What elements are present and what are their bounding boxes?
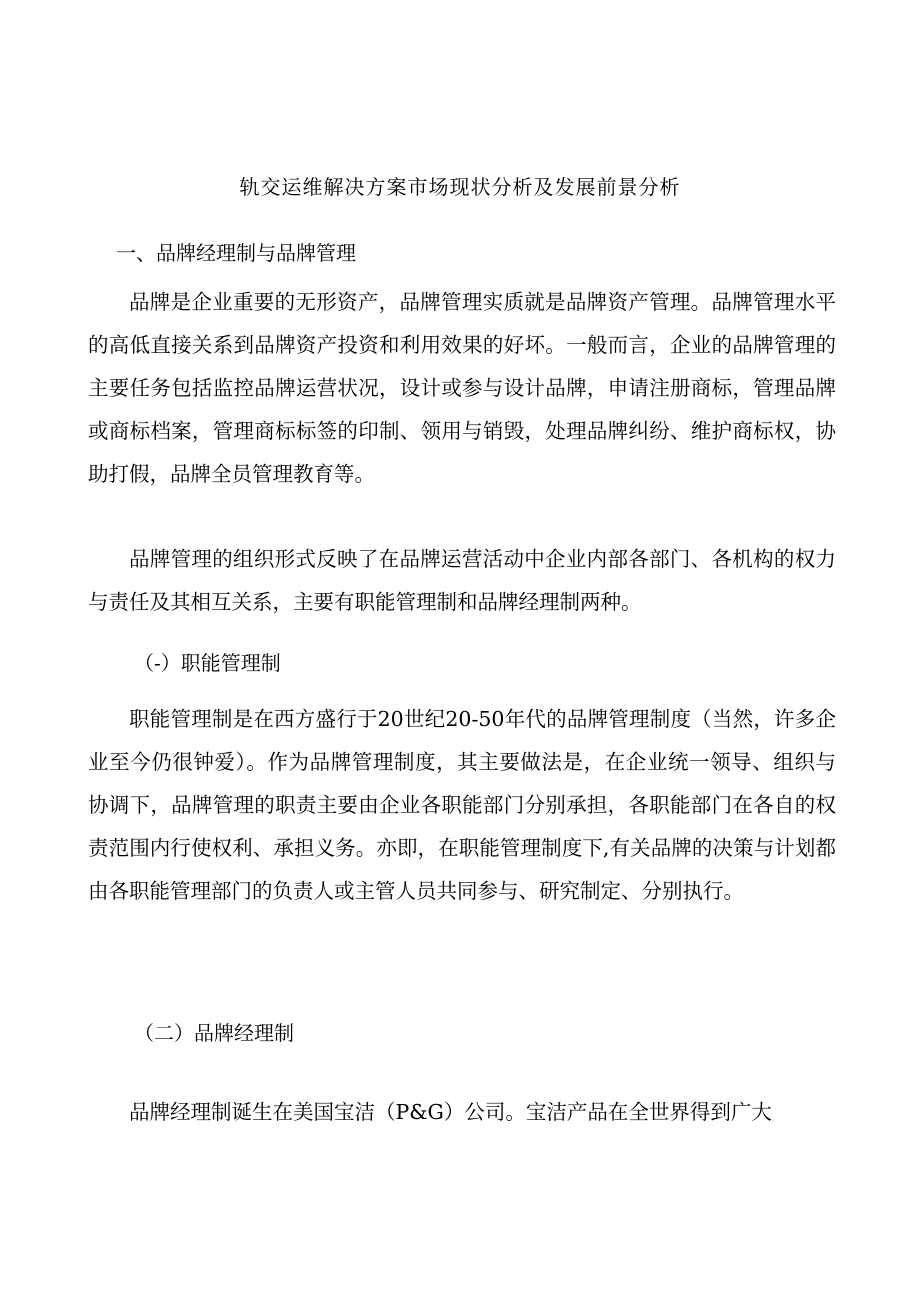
- paragraph-brand-management-intro: 品牌是企业重要的无形资产，品牌管理实质就是品牌资产管理。品牌管理水平的高低直接关系到品牌资产投资和利用效果的好坏。一般而言，企业的品牌管理的主要任务包括监控品牌运营状况，设计或参与设计品牌，申请注册商标，管理品牌或商标档案，管理商标标签的印制、领用与销毁，处理品牌纠纷、维护商标权，协助打假，品牌全员管理教育等。: [88, 290, 836, 486]
- document-title: 轨交运维解决方案市场现状分析及发展前景分析: [239, 175, 681, 199]
- section-heading-brand-manager-system: 一、品牌经理制与品牌管理: [116, 241, 356, 265]
- subsection-heading-brand-manager: （二）品牌经理制: [134, 1021, 294, 1045]
- paragraph-functional-management: 职能管理制是在西方盛行于20世纪20-50年代的品牌管理制度（当然，许多企业至今仍很钟爱）。作为品牌管理制度，其主要做法是，在企业统一领导、组织与协调下，品牌管理的职责主要由企业各职能部门分别承担，各职能部门在各自的权责范围内行使权利、承担义务。亦即，在职能管理制度下,有关品牌的决策与计划都由各职能管理部门的负责人或主管人员共同参与、研究制定、分别执行。: [88, 707, 836, 903]
- paragraph-brand-manager-origin: 品牌经理制诞生在美国宝洁（P&G）公司。宝洁产品在全世界得到广大: [129, 1100, 772, 1124]
- subsection-heading-functional-management: （-）职能管理制: [134, 651, 281, 675]
- paragraph-organization-forms: 品牌管理的组织形式反映了在品牌运营活动中企业内部各部门、各机构的权力与责任及其相互关系，主要有职能管理制和品牌经理制两种。: [88, 547, 836, 614]
